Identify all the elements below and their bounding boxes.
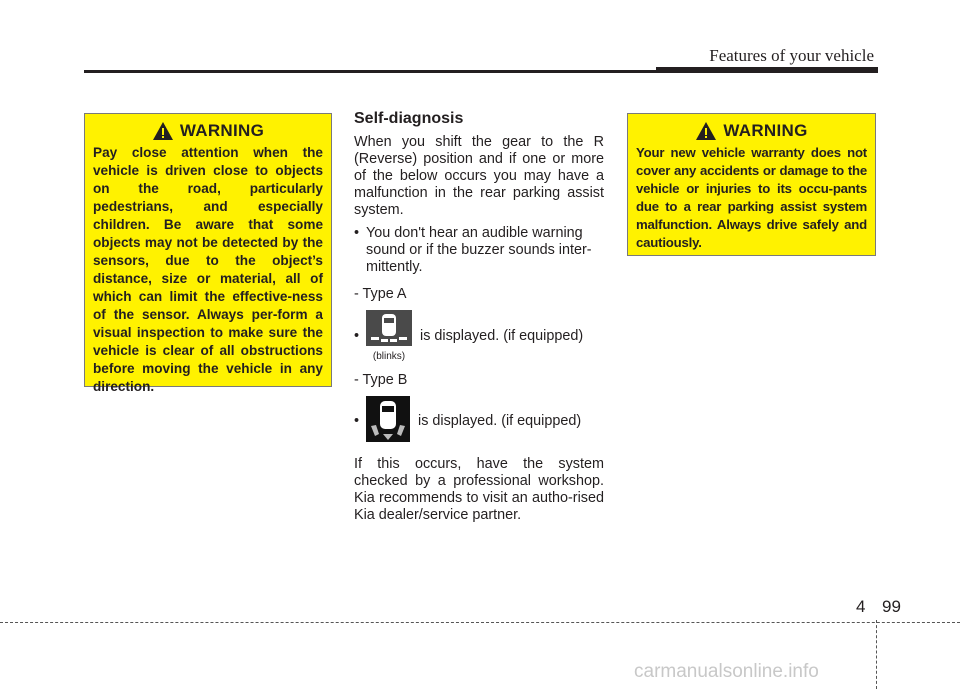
warning-title: WARNING: [179, 121, 265, 140]
footer-vertical-dashed-line: [876, 620, 877, 689]
warning-heading: [636, 121, 867, 141]
type-a-indicator: [366, 310, 412, 362]
outro-paragraph: If this occurs, have the system checked by a professional workshop. Kia recommends to visit an autho-rised Kia dealer/service partner.: [354, 456, 604, 523]
parking-assist-off-icon: [366, 310, 412, 346]
type-b-row: [354, 396, 604, 446]
type-a-label: - Type A: [354, 286, 407, 302]
section-title: Self-diagnosis: [354, 110, 464, 127]
footer-dashed-line: [0, 622, 960, 623]
type-b-indicator: [366, 396, 410, 446]
warning-heading: [93, 121, 323, 141]
watermark: carmanualsonline.info: [634, 661, 819, 682]
type-a-row: [354, 310, 604, 362]
warning-title: WARNING: [723, 121, 808, 140]
bullet-dot: •: [354, 225, 360, 241]
chapter-number: 4: [856, 597, 866, 616]
warning-triangle-icon: [695, 121, 717, 141]
header-title: Features of your vehicle: [709, 46, 874, 65]
warning-text: Pay close attention when the vehicle is driven close to objects on the road, particularly pedestrians, and especially children. Be aware that some objects may not be detected by the sensors, due to the object’s distance, size or material, all of which can limit the effective-ness of the sensor. Always per-form a visual inspection to make sure the vehicle is clear of all obstructions before moving the vehicle in any direction.: [93, 145, 323, 394]
type-a-text: is displayed. (if equipped): [420, 328, 584, 344]
warning-triangle-icon: [152, 121, 174, 141]
warning-text: Your new vehicle warranty does not cover any accidents or damage to the vehicle or injuries to its occu-pants due to a rear parking assist system malfunction. Always drive safely and cautiously.: [636, 145, 867, 250]
page-number: 99: [882, 597, 901, 616]
rear-parking-sensor-icon: [366, 396, 410, 442]
bullet-item: [354, 225, 604, 276]
blinks-caption: (blinks): [372, 351, 406, 362]
header-rule-accent: [656, 67, 878, 73]
intro-paragraph: When you shift the gear to the R (Reverse) position and if one or more of the below occurs you may have a malfunction in the rear parking assist system.: [354, 134, 604, 218]
type-b-text: is displayed. (if equipped): [418, 413, 582, 429]
warning-box-right: [627, 113, 876, 256]
type-b-label: - Type B: [354, 372, 408, 388]
bullet-dot: •: [354, 413, 360, 429]
self-diagnosis-section: [354, 110, 604, 524]
warning-box-left: [84, 113, 332, 394]
bullet-dot: •: [354, 328, 360, 344]
bullet-text: You don't hear an audible warning sound or if the buzzer sounds inter-mittently.: [366, 225, 592, 275]
